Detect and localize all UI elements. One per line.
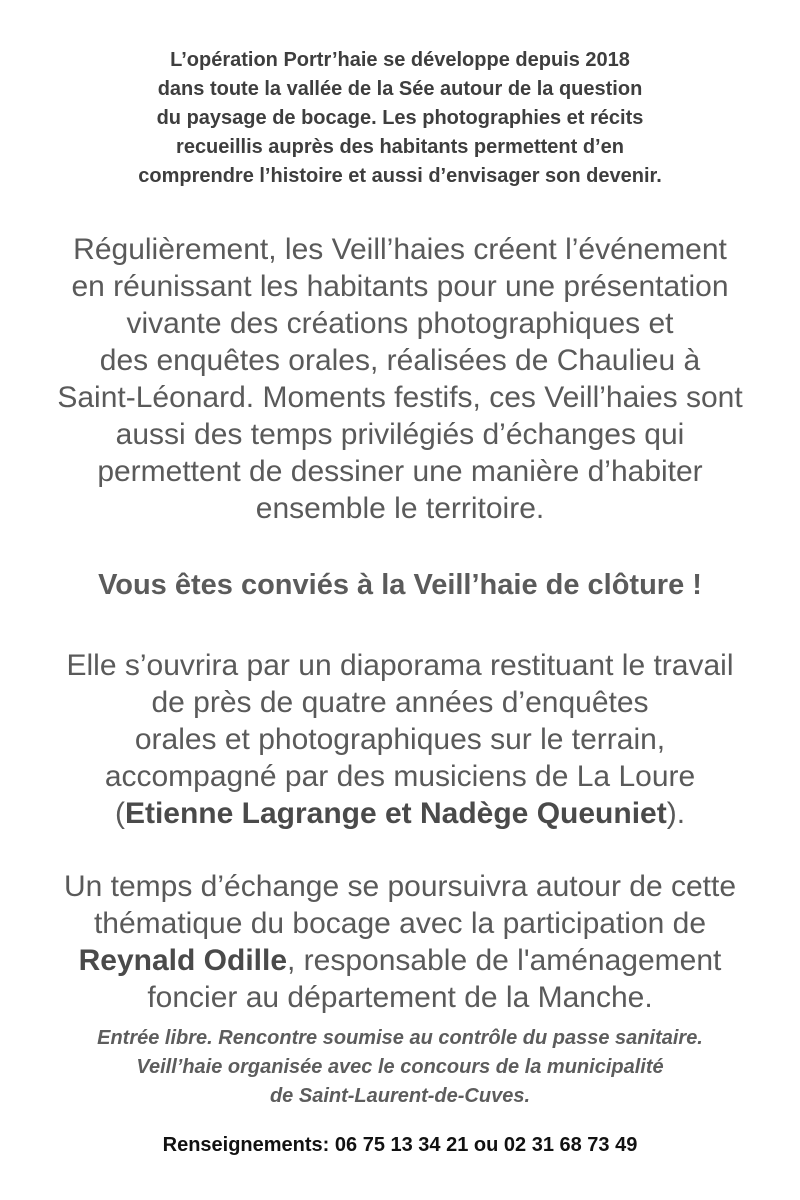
paren-open: ( <box>114 797 125 830</box>
note-line: Veill’haie organisée avec le concours de la municipalité <box>136 1056 664 1078</box>
paragraph-line: des enquêtes orales, réalisées de Chaulieu à <box>99 344 701 377</box>
diaporama-paragraph <box>0 647 800 832</box>
paragraph-line: Régulièrement, les Veill’haies créent l’événement <box>73 233 727 266</box>
note-line: Entrée libre. Rencontre soumise au contrôle du passe sanitaire. <box>97 1027 703 1049</box>
intro-line: recueillis auprès des habitants permettent d’en <box>176 136 624 158</box>
paragraph-line: vivante des créations photographiques et <box>126 307 674 340</box>
practical-notes <box>0 1024 800 1111</box>
paragraph-line: de près de quatre années d’enquêtes <box>151 686 649 719</box>
note-line: de Saint-Laurent-de-Cuves. <box>269 1085 531 1107</box>
paragraph-line: ensemble le territoire. <box>255 492 545 525</box>
veillhaies-paragraph <box>0 231 800 527</box>
paragraph-line: permettent de dessiner une manière d’habiter <box>97 455 703 488</box>
intro-line: comprendre l’histoire et aussi d’envisager son devenir. <box>138 165 662 187</box>
speaker-name: Reynald Odille <box>78 944 288 977</box>
speaker-role: , responsable de l'aménagement <box>287 944 722 977</box>
intro-line: L’opération Portr’haie se développe depuis 2018 <box>170 49 630 71</box>
paragraph-line: thématique du bocage avec la participation de <box>93 907 707 940</box>
exchange-paragraph <box>0 868 800 1016</box>
paragraph-line: Elle s’ouvrira par un diaporama restituant le travail <box>66 649 734 682</box>
invitation-headline: Vous êtes conviés à la Veill’haie de clôture ! <box>98 569 702 601</box>
paragraph-line: orales et photographiques sur le terrain, <box>134 723 666 756</box>
contact-info: Renseignements: 06 75 13 34 21 ou 02 31 68 73 49 <box>162 1134 638 1156</box>
musicians-names: Etienne Lagrange et Nadège Queuniet <box>124 797 667 830</box>
paragraph-line <box>0 795 800 832</box>
intro-line: du paysage de bocage. Les photographies et récits <box>156 107 644 129</box>
paragraph-line: accompagné par des musiciens de La Loure <box>104 760 696 793</box>
paragraph-line: foncier au département de la Manche. <box>147 981 653 1014</box>
intro-paragraph <box>0 46 800 191</box>
intro-line: dans toute la vallée de la Sée autour de la question <box>157 78 643 100</box>
paragraph-line: Saint-Léonard. Moments festifs, ces Veill’haies sont <box>57 381 743 414</box>
paren-close: ). <box>666 797 686 830</box>
paragraph-line: Un temps d’échange se poursuivra autour de cette <box>63 870 737 903</box>
paragraph-line: en réunissant les habitants pour une présentation <box>71 270 729 303</box>
paragraph-line <box>0 942 800 979</box>
paragraph-line: aussi des temps privilégiés d’échanges qui <box>115 418 685 451</box>
